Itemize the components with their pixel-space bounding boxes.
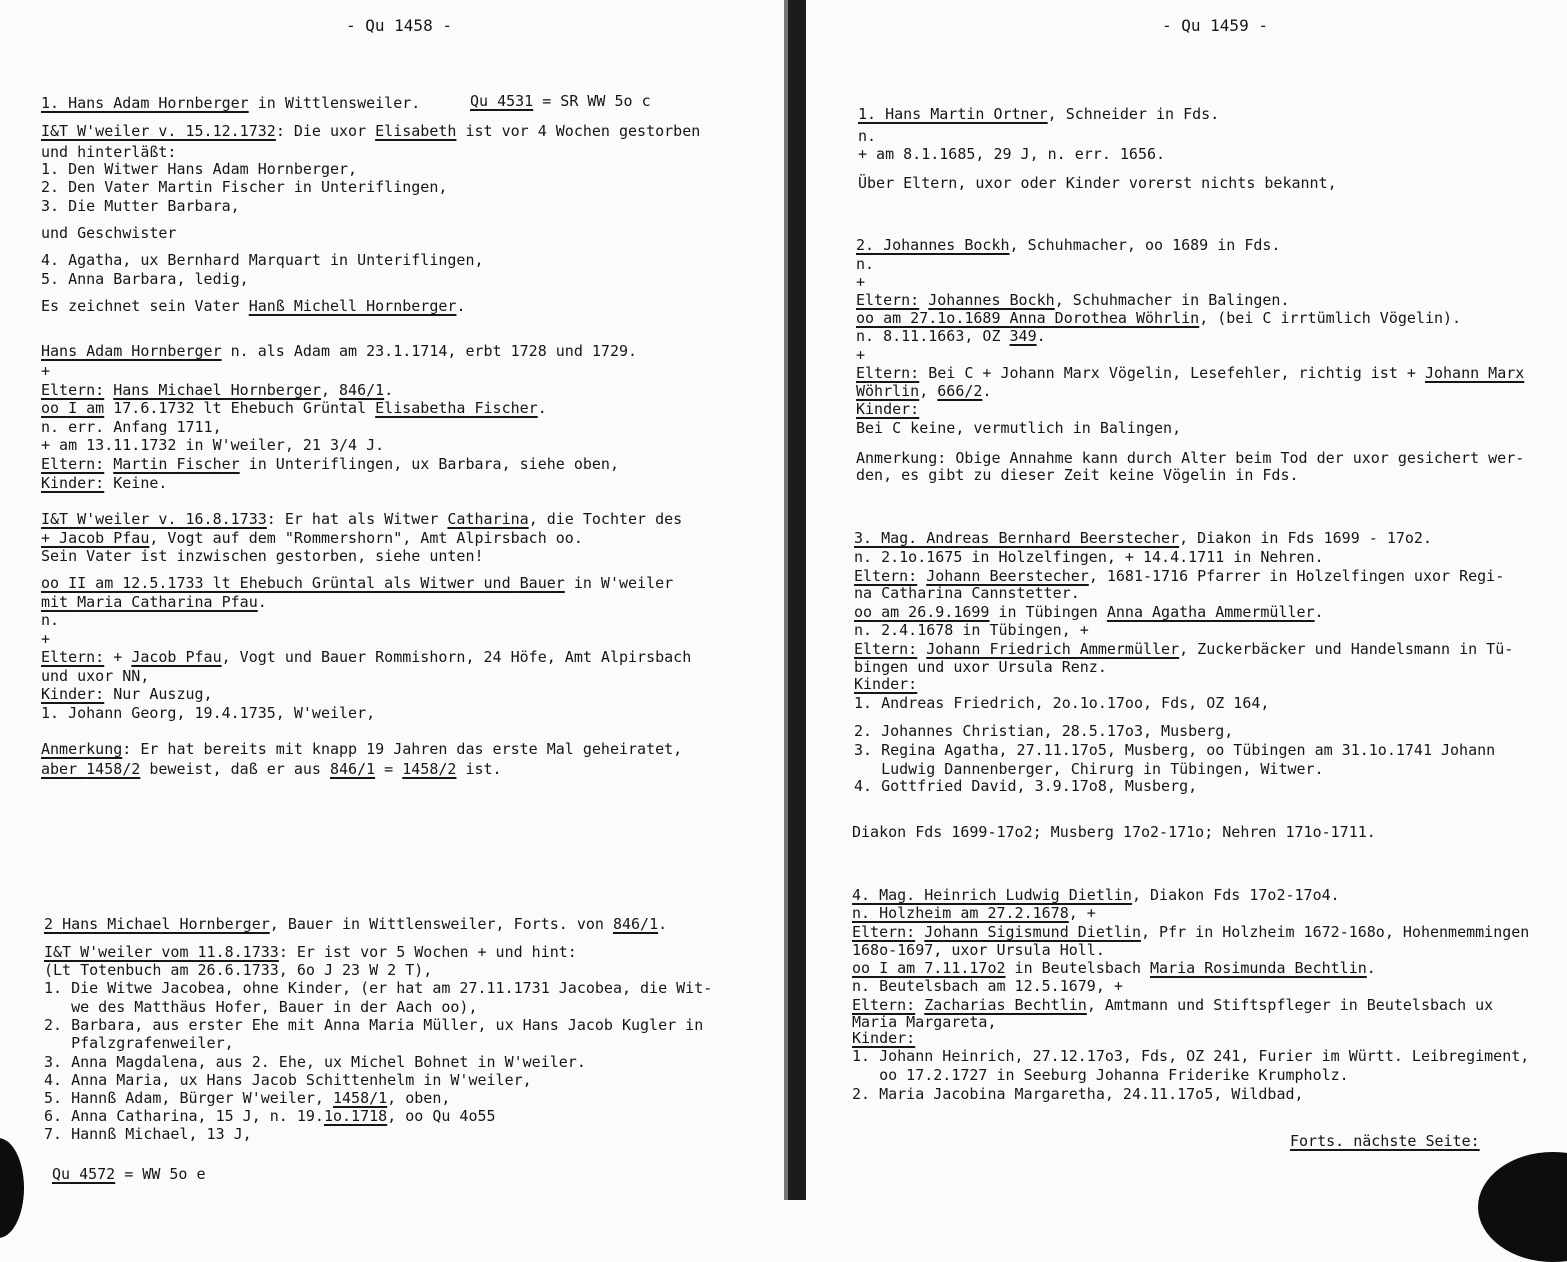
source-ref: I&T W'weiler v. 16.8.1733 bbox=[41, 510, 267, 528]
source-line: I&T W'weiler v. 15.12.1732: Die uxor Elisabeth ist vor 4 Wochen gestorben bbox=[41, 122, 701, 140]
left-page bbox=[0, 0, 790, 1200]
list-item: 1. Den Witwer Hans Adam Hornberger, bbox=[41, 160, 358, 178]
text-line: 168o-1697, uxor Ursula Holl. bbox=[852, 941, 1105, 959]
person-name: Jacob Pfau bbox=[131, 648, 222, 666]
text-line: n. 2.1o.1675 in Holzelfingen, + 14.4.1711 in Nehren. bbox=[854, 548, 1324, 566]
text-line: na Catharina Cannstetter. bbox=[854, 584, 1080, 602]
reference-link: 846/1 bbox=[339, 381, 385, 399]
field-label: Eltern: bbox=[41, 455, 105, 473]
field-label: Eltern: bbox=[41, 381, 105, 399]
reference-link: 1458/1 bbox=[332, 1089, 388, 1107]
person-name: Anna Agatha Ammermüller bbox=[1106, 603, 1315, 621]
list-item: oo 17.2.1727 in Seeburg Johanna Friderike Krumpholz. bbox=[852, 1066, 1349, 1084]
reference-link: Qu 4531 bbox=[470, 92, 534, 110]
person-name: Johann Beerstecher bbox=[926, 567, 1089, 585]
text-line: bingen und uxor Ursula Renz. bbox=[854, 658, 1107, 676]
text-line: Bei C keine, vermutlich in Balingen, bbox=[856, 419, 1182, 437]
entry-heading: 1. Hans Martin Ortner, Schneider in Fds. bbox=[858, 105, 1220, 123]
continuation-note: Forts. nächste Seite: bbox=[1290, 1132, 1480, 1150]
reference-link: 349 bbox=[1009, 327, 1037, 345]
text-line: + bbox=[856, 346, 866, 364]
person-name: Hans Michael Hornberger bbox=[113, 381, 321, 399]
parents-line: Eltern: Johann Friedrich Ammermüller, Zuckerbäcker und Handelsmann in Tü- bbox=[854, 640, 1514, 658]
person-name: 1. Hans Martin Ortner bbox=[858, 105, 1048, 123]
text-line: und hinterläßt: bbox=[41, 143, 177, 161]
person-name: Johann Marx bbox=[1424, 364, 1525, 382]
source-ref: I&T W'weiler v. 15.12.1732 bbox=[41, 122, 276, 140]
person-name: Johannes Bockh bbox=[928, 291, 1055, 309]
person-name: Hanß Michell Hornberger bbox=[248, 297, 457, 315]
text-line: n. Holzheim am 27.2.1678, + bbox=[852, 904, 1096, 922]
list-item: 3. Die Mutter Barbara, bbox=[41, 197, 240, 215]
book-spine bbox=[788, 0, 806, 1200]
list-item: Pfalzgrafenweiler, bbox=[44, 1034, 234, 1052]
person-name: 2. Johannes Bockh bbox=[856, 236, 1010, 254]
marriage-line: oo am 27.1o.1689 Anna Dorothea Wöhrlin, (bei C irrtümlich Vögelin). bbox=[856, 309, 1462, 327]
parents-line: Eltern: Martin Fischer in Unteriflingen, ux Barbara, siehe oben, bbox=[41, 455, 619, 473]
person-name: Catharina bbox=[447, 510, 529, 528]
text-line: Es zeichnet sein Vater Hanß Michell Hornberger. bbox=[41, 297, 466, 315]
list-item: 1. Johann Heinrich, 27.12.17o3, Fds, OZ 241, Furier im Württ. Leibregiment, bbox=[852, 1047, 1530, 1065]
entry-number: 2 bbox=[44, 915, 54, 933]
reference-link: 846/1 bbox=[330, 760, 376, 778]
list-item: 5. Anna Barbara, ledig, bbox=[41, 270, 249, 288]
source-ref: I&T W'weiler vom 11.8.1733 bbox=[44, 943, 279, 961]
entry-number: 1. bbox=[41, 94, 60, 112]
person-name: Wöhrlin bbox=[856, 382, 920, 400]
text-line: n. bbox=[41, 611, 60, 629]
list-item: 2. Johannes Christian, 28.5.17o3, Musberg, bbox=[854, 722, 1234, 740]
list-item: 2. Den Vater Martin Fischer in Unteriflingen, bbox=[41, 178, 448, 196]
field-label: Kinder: bbox=[852, 1029, 916, 1047]
list-item: 2. Barbara, aus erster Ehe mit Anna Maria Müller, ux Hans Jacob Kugler in bbox=[44, 1016, 704, 1034]
text-line: Diakon Fds 1699-17o2; Musberg 17o2-171o; Nehren 171o-1711. bbox=[852, 823, 1376, 841]
person-name: Maria Catharina Pfau bbox=[77, 593, 258, 611]
parents-line: Eltern: Johann Sigismund Dietlin, Pfr in Holzheim 1672-168o, Hohenmemmingen bbox=[852, 923, 1530, 941]
children-line bbox=[854, 676, 917, 693]
text-line: Wöhrlin, 666/2. bbox=[856, 382, 992, 400]
right-page bbox=[806, 0, 1567, 1200]
person-name: Johann Sigismund Dietlin bbox=[924, 923, 1141, 941]
text-line: (Lt Totenbuch am 26.6.1733, 6o J 23 W 2 T), bbox=[44, 961, 433, 979]
field-label: Anmerkung bbox=[41, 740, 123, 758]
parents-line: Eltern: Zacharias Bechtlin, Amtmann und Stiftspfleger in Beutelsbach ux bbox=[852, 996, 1494, 1014]
field-label: Kinder: bbox=[856, 400, 920, 418]
parents-line: Eltern: + Jacob Pfau, Vogt und Bauer Rommishorn, 24 Höfe, Amt Alpirsbach bbox=[41, 648, 692, 666]
person-name: 4. Mag. Heinrich Ludwig Dietlin bbox=[852, 886, 1132, 904]
marriage-line: oo I am 17.6.1732 lt Ehebuch Grüntal Elisabetha Fischer. bbox=[41, 399, 547, 417]
person-name: Maria Rosimunda Bechtlin bbox=[1150, 959, 1367, 977]
entry-heading: Hans Adam Hornberger n. als Adam am 23.1.1714, erbt 1728 und 1729. bbox=[41, 342, 638, 360]
parents-line: Eltern: Bei C + Johann Marx Vögelin, Lesefehler, richtig ist + Johann Marx bbox=[856, 364, 1525, 382]
note-line: Anmerkung: Er hat bereits mit knapp 19 Jahren das erste Mal geheiratet, bbox=[41, 740, 683, 758]
list-item: 1. Andreas Friedrich, 2o.1o.17oo, Fds, OZ 164, bbox=[854, 694, 1270, 712]
reference-link: Qu 4572 bbox=[52, 1165, 116, 1183]
field-label: Eltern: bbox=[41, 648, 105, 666]
person-name: Anna Dorothea Wöhrlin bbox=[1009, 309, 1200, 327]
list-item: 6. Anna Catharina, 15 J, n. 19.1o.1718, oo Qu 4o55 bbox=[44, 1107, 496, 1125]
entry-heading: 2. Johannes Bockh, Schuhmacher, oo 1689 in Fds. bbox=[856, 236, 1281, 254]
reference-link: 1458/2 bbox=[86, 760, 141, 778]
person-name: Elisabeth bbox=[375, 122, 457, 140]
text-line: n. bbox=[856, 255, 875, 273]
text-line: mit Maria Catharina Pfau. bbox=[41, 593, 267, 611]
source-line: I&T W'weiler vom 11.8.1733: Er ist vor 5 Wochen + und hint: bbox=[44, 943, 577, 961]
reference-link: 846/1 bbox=[612, 915, 659, 933]
source-line: I&T W'weiler v. 16.8.1733: Er hat als Witwer Catharina, die Tochter des bbox=[41, 510, 683, 528]
parents-line: Eltern: Hans Michael Hornberger, 846/1. bbox=[41, 381, 394, 399]
field-label: Eltern: bbox=[854, 640, 918, 658]
text-line: + Jacob Pfau, Vogt auf dem "Rommershorn", Amt Alpirsbach oo. bbox=[41, 529, 583, 547]
text-line: n. bbox=[858, 127, 877, 145]
field-label: Kinder: bbox=[41, 474, 105, 492]
text-line: + bbox=[41, 630, 51, 648]
occupation: Bauer bbox=[519, 574, 565, 592]
text-line: Über Eltern, uxor oder Kinder vorerst nichts bekannt, bbox=[858, 174, 1337, 192]
list-item: 1. Die Witwe Jacobea, ohne Kinder, (er hat am 27.11.1731 Jacobea, die Wit- bbox=[44, 979, 713, 997]
page-footer: Qu 4572 = WW 5o e bbox=[52, 1165, 206, 1183]
text-line: und Geschwister bbox=[41, 224, 177, 242]
text-line: n. 8.11.1663, OZ 349. bbox=[856, 327, 1046, 345]
person-name: Johann Friedrich Ammermüller bbox=[926, 640, 1180, 658]
list-item: 4. Agatha, ux Bernhard Marquart in Unteriflingen, bbox=[41, 251, 484, 269]
field-label: Eltern: bbox=[852, 923, 916, 941]
text-line: + bbox=[41, 362, 51, 380]
field-label: Eltern: bbox=[856, 364, 920, 382]
text-line: n. err. Anfang 1711, bbox=[41, 418, 222, 436]
field-label: Kinder: bbox=[41, 685, 105, 703]
text-line: und uxor NN, bbox=[41, 667, 150, 685]
note-line: den, es gibt zu dieser Zeit keine Vögelin in Fds. bbox=[856, 466, 1299, 484]
page-header: - Qu 1458 - bbox=[346, 16, 452, 35]
page-footer bbox=[1290, 1133, 1480, 1150]
text-line: Sein Vater ist inzwischen gestorben, siehe unten! bbox=[41, 547, 484, 565]
parents-line: Eltern: Johannes Bockh, Schuhmacher in Balingen. bbox=[856, 291, 1290, 309]
marriage-line: oo I am 7.11.17o2 in Beutelsbach Maria Rosimunda Bechtlin. bbox=[852, 959, 1376, 977]
person-name: Hans Michael Hornberger bbox=[62, 915, 270, 933]
reference-link: 1458/2 bbox=[402, 760, 457, 778]
field-label: Eltern: bbox=[852, 996, 916, 1014]
children-line: Kinder: Nur Auszug, bbox=[41, 685, 213, 703]
marriage-line: oo am 26.9.1699 in Tübingen Anna Agatha Ammermüller. bbox=[854, 603, 1324, 621]
text-line: Maria Margareta, bbox=[852, 1013, 997, 1031]
children-line bbox=[856, 401, 919, 418]
text-line: + am 13.11.1732 in W'weiler, 21 3/4 J. bbox=[41, 436, 385, 454]
marriage-line: oo II am 12.5.1733 lt Ehebuch Grüntal als Witwer und Bauer in W'weiler bbox=[41, 574, 674, 592]
children-line bbox=[852, 1030, 915, 1047]
person-name: Elisabetha Fischer bbox=[375, 399, 538, 417]
list-item: 5. Hannß Adam, Bürger W'weiler, 1458/1, oben, bbox=[44, 1089, 451, 1107]
date: 1o.1718 bbox=[323, 1107, 388, 1125]
list-item: 1. Johann Georg, 19.4.1735, W'weiler, bbox=[41, 704, 376, 722]
text-line: n. Beutelsbach am 12.5.1679, + bbox=[852, 977, 1123, 995]
text-line: n. 2.4.1678 in Tübingen, + bbox=[854, 621, 1089, 639]
field-label: Kinder: bbox=[854, 675, 918, 693]
note-line: Anmerkung: Obige Annahme kann durch Alter beim Tod der uxor gesichert wer- bbox=[856, 449, 1525, 467]
field-label: oo I am bbox=[41, 399, 105, 417]
note-line: aber 1458/2 beweist, daß er aus 846/1 = 1458/2 ist. bbox=[41, 760, 502, 778]
list-item: 3. Anna Magdalena, aus 2. Ehe, ux Michel Bohnet in W'weiler. bbox=[44, 1053, 586, 1071]
list-item: 4. Anna Maria, ux Hans Jacob Schittenhelm in W'weiler, bbox=[44, 1071, 532, 1089]
person-name: Hans Adam Hornberger bbox=[41, 342, 222, 360]
list-item: Ludwig Dannenberger, Chirurg in Tübingen, Witwer. bbox=[854, 760, 1324, 778]
text-line: + bbox=[856, 273, 866, 291]
entry-heading: 1. Hans Adam Hornberger in Wittlensweiler. bbox=[41, 94, 421, 112]
entry-heading: 3. Mag. Andreas Bernhard Beerstecher, Diakon in Fds 1699 - 17o2. bbox=[854, 529, 1432, 547]
person-name: + Jacob Pfau bbox=[41, 529, 150, 547]
list-item: 2. Maria Jacobina Margaretha, 24.11.17o5, Wildbad, bbox=[852, 1085, 1304, 1103]
person-name: Hans Adam Hornberger bbox=[68, 94, 249, 112]
person-name: 3. Mag. Andreas Bernhard Beerstecher bbox=[854, 529, 1180, 547]
list-item: we des Matthäus Hofer, Bauer in der Aach oo), bbox=[44, 998, 478, 1016]
person-name: Zacharias Bechtlin bbox=[924, 996, 1087, 1014]
text-line: + am 8.1.1685, 29 J, n. err. 1656. bbox=[858, 145, 1166, 163]
parents-line: Eltern: Johann Beerstecher, 1681-1716 Pfarrer in Holzelfingen uxor Regi- bbox=[854, 567, 1505, 585]
entry-heading: 4. Mag. Heinrich Ludwig Dietlin, Diakon Fds 17o2-17o4. bbox=[852, 886, 1340, 904]
field-label: Eltern: bbox=[854, 567, 918, 585]
list-item: 7. Hannß Michael, 13 J, bbox=[44, 1125, 252, 1143]
entry-heading: 2 Hans Michael Hornberger, Bauer in Wittlensweiler, Forts. von 846/1. bbox=[44, 915, 668, 933]
reference-link: 666/2 bbox=[937, 382, 983, 400]
list-item: 4. Gottfried David, 3.9.17o8, Musberg, bbox=[854, 777, 1198, 795]
reference-line: Qu 4531 = SR WW 5o c bbox=[470, 92, 651, 110]
person-name: Martin Fischer bbox=[113, 455, 240, 473]
page-header: - Qu 1459 - bbox=[1162, 16, 1268, 35]
field-label: Eltern: bbox=[856, 291, 920, 309]
children-line: Kinder: Keine. bbox=[41, 474, 168, 492]
list-item: 3. Regina Agatha, 27.11.17o5, Musberg, oo Tübingen am 31.1o.1741 Johann bbox=[854, 741, 1496, 759]
